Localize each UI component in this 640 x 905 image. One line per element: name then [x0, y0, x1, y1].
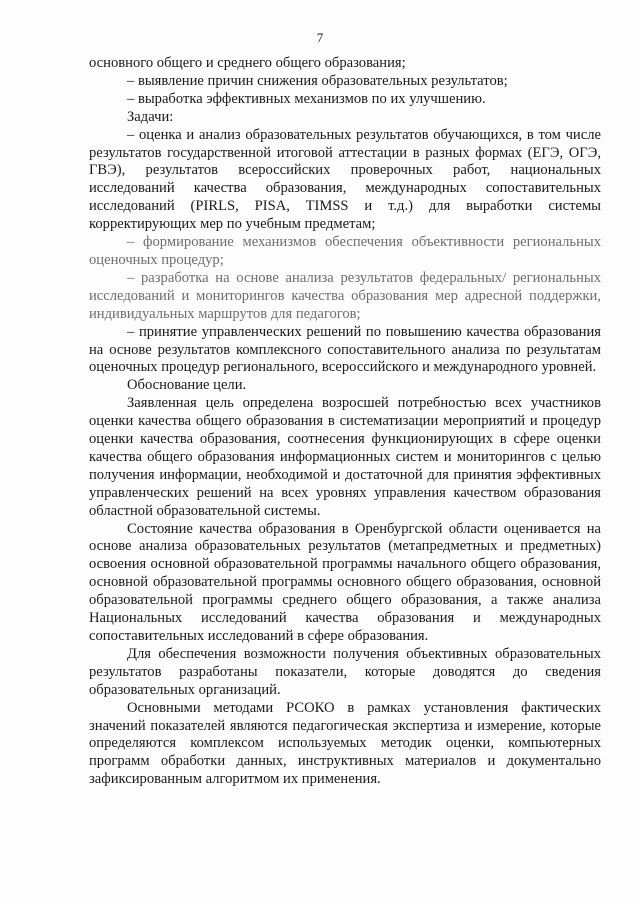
page-number: 7: [316, 30, 324, 45]
paragraph-continuation: основного общего и среднего общего образования;: [89, 55, 406, 71]
section-heading-justification: Обоснование цели.: [127, 377, 247, 394]
paragraph-quality-state: Состояние качества образования в Оренбургской области оценивается на основе анализа образовательных результатов (метапредметных и предметных) освоения основной образовательной программы начального общего образования, основной образовательной программы основного общего образования, основной образовательной программы среднего общего образования, а также анализа Национальных исследований качества образования и международных сопоставительных исследований в сфере образования.: [89, 520, 601, 644]
list-item-task-3: – разработка на основе анализа результатов федеральных/ региональных исследований и мониторингов качества образования мер адресной поддержки, индивидуальных маршрутов для педагогов;: [89, 269, 601, 322]
paragraph-methods: Основными методами РСОКО в рамках установления фактических значений показателей являются педагогическая экспертиза и измерение, которые определяются комплексом используемых методик оценки, компьютерных программ обработки данных, инструктивных материалов и документально зафиксированным алгоритмом их применения.: [89, 699, 601, 788]
list-item-task-4: – принятие управленческих решений по повышению качества образования на основе результатов комплексного сопоставительного анализа по результатам оценочных процедур регионального, всероссийского и международного уровней.: [89, 323, 601, 376]
section-heading-tasks: Задачи:: [127, 108, 174, 125]
document-body: [89, 55, 601, 789]
list-item-task-1: – оценка и анализ образовательных результатов обучающихся, в том числе результатов государственной итоговой аттестации в разных формах (ЕГЭ, ОГЭ, ГВЭ), результатов всероссийских проверочных работ, национальных исследований качества образования, международных сопоставительных исследований (PIRLS, PISA, TIMSS и т.д.) для выработки системы корректирующих мер по учебным предметам;: [89, 126, 601, 233]
paragraph-justification: Заявленная цель определена возросшей потребностью всех участников оценки качества общего образования в систематизации мероприятий и процедур оценки качества образования, соотнесения функционирующих в сфере оценки качества общего образования информационных систем и мониторингов с целью получения информации, необходимой и достаточной для принятия эффективных управленческих решений на всех уровнях управления качеством образования областной образовательной системы.: [89, 395, 601, 519]
list-item-goal-2: – выработка эффективных механизмов по их улучшению.: [127, 90, 486, 107]
list-item-goal-1: – выявление причин снижения образовательных результатов;: [127, 72, 508, 89]
paragraph-indicators: Для обеспечения возможности получения объективных образовательных результатов разработаны показатели, которые доводятся до сведения образовательных организаций.: [89, 645, 601, 698]
list-item-task-2: – формирование механизмов обеспечения объективности региональных оценочных процедур;: [89, 234, 601, 268]
